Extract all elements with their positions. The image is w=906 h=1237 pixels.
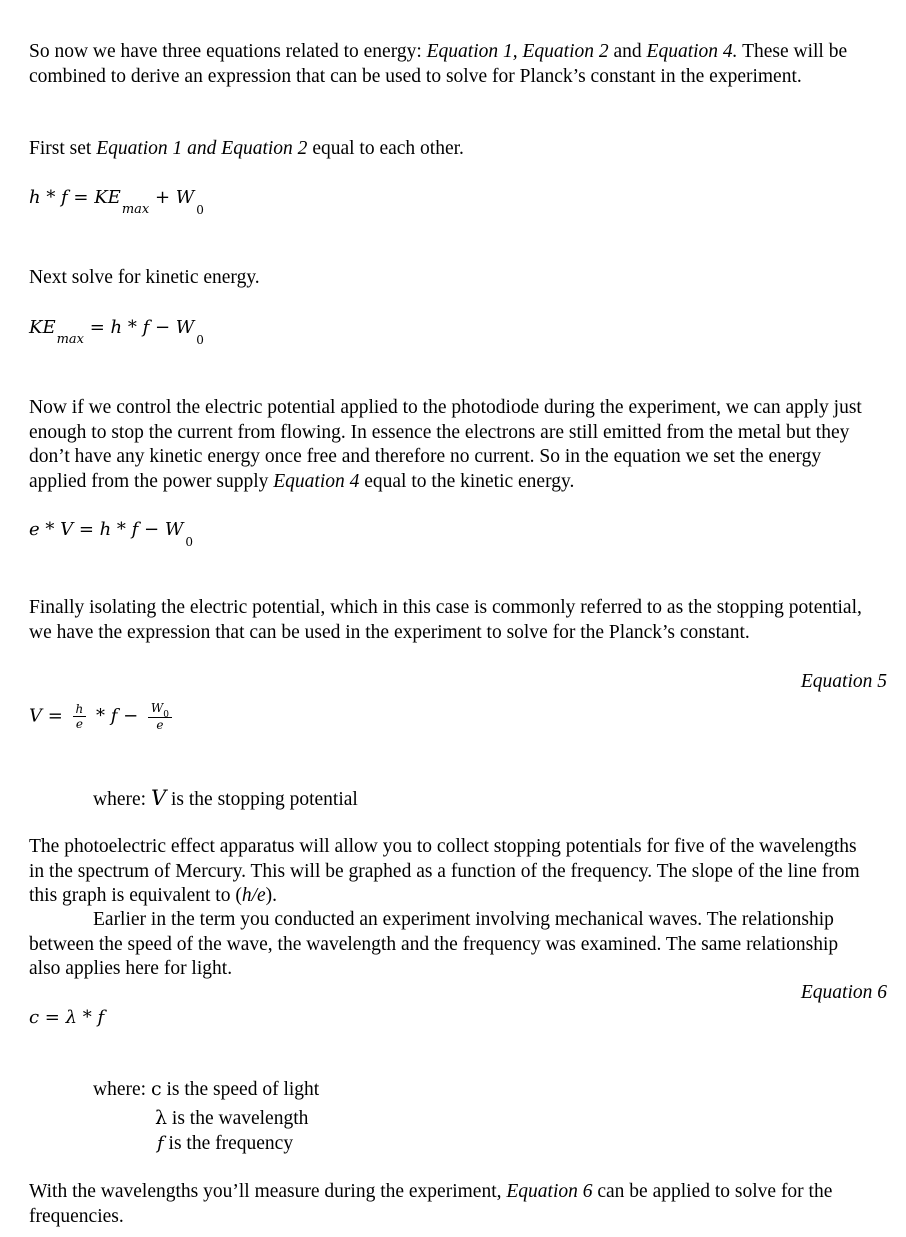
paragraph-solve-ke: Next solve for kinetic energy. [29, 267, 260, 288]
paragraph-energy-equations: So now we have three equations related to energy: Equation 1, Equation 2 and Equation 4. These will be combined to derive an expression that can be used to solve for Planck’s constant in the experiment. [29, 41, 848, 87]
paragraph-set-equal: First set Equation 1 and Equation 2 equal to each other. [29, 138, 464, 159]
equation-ke-max: $KE_{max} = h * f - W_0$ [29, 317, 204, 347]
ref-equation-6: Equation 6 [506, 1181, 593, 1202]
ref-equation-4: Equation 4. [646, 41, 738, 62]
paragraph-stopping-potential: Finally isolating the electric potential, which in this case is commonly referred to as the stopping potential, we have the expression that can be used in the experiment to solve for the Planck’s constant. [29, 597, 862, 643]
paragraph-frequencies: With the wavelengths you’ll measure during the experiment, Equation 6 can be applied to solve for the frequencies. [29, 1181, 833, 1227]
where-f-definition: f is the frequency [157, 1133, 294, 1154]
fraction-w0-over-e: $\frac{W_0}{e}$ [148, 701, 172, 732]
equation-ev: $e * V = h * f - W_0$ [29, 519, 193, 549]
equation-5-label: Equation 5 [800, 671, 887, 692]
where-lambda-definition: λ is the wavelength [155, 1107, 309, 1129]
paragraph-electric-potential: Now if we control the electric potential applied to the photodiode during the experiment, we can apply just enough to stop the current from flowing. In essence the electrons are still emitted from the metal but they don’t have any kinetic energy once free and therefore no current. So in the equation we set the energy applied from the power supply Equation 4 equal to the kinetic energy. [29, 397, 862, 492]
equation-c-lambda-f: c = λ * f [29, 1007, 105, 1028]
fraction-h-over-e: $\frac{h}{e}$ [73, 702, 87, 731]
equation-6-label: Equation 6 [800, 982, 887, 1003]
equation-v-stopping: V = $\frac{h}{e}$ * f − $\frac{W_0}{e}$ [29, 701, 874, 732]
ref-equation-1: Equation 1, [426, 41, 518, 62]
ref-equation-2: Equation 2 [522, 41, 609, 62]
paragraph-apparatus: The photoelectric effect apparatus will allow you to collect stopping potentials for five of the wavelengths in the spectrum of Mercury. This will be graphed as a function of the frequency. The slope of the line from this graph is equivalent to (h/e). [29, 836, 860, 906]
where-c-definition: where: c is the speed of light [93, 1078, 320, 1100]
paragraph-mechanical-waves: Earlier in the term you conducted an experiment involving mechanical waves. The relationship between the speed of the wave, the wavelength and the frequency was examined. The same relationship also applies here for light. [29, 909, 839, 979]
equation-hf-ke-w0: $h * f = KE_{max} + W_0$ [29, 187, 204, 217]
ref-equations-1-2: Equation 1 and Equation 2 [96, 138, 308, 159]
ref-equation-4b: Equation 4 [273, 470, 360, 492]
where-v-definition: where: V is the stopping potential [93, 786, 358, 810]
